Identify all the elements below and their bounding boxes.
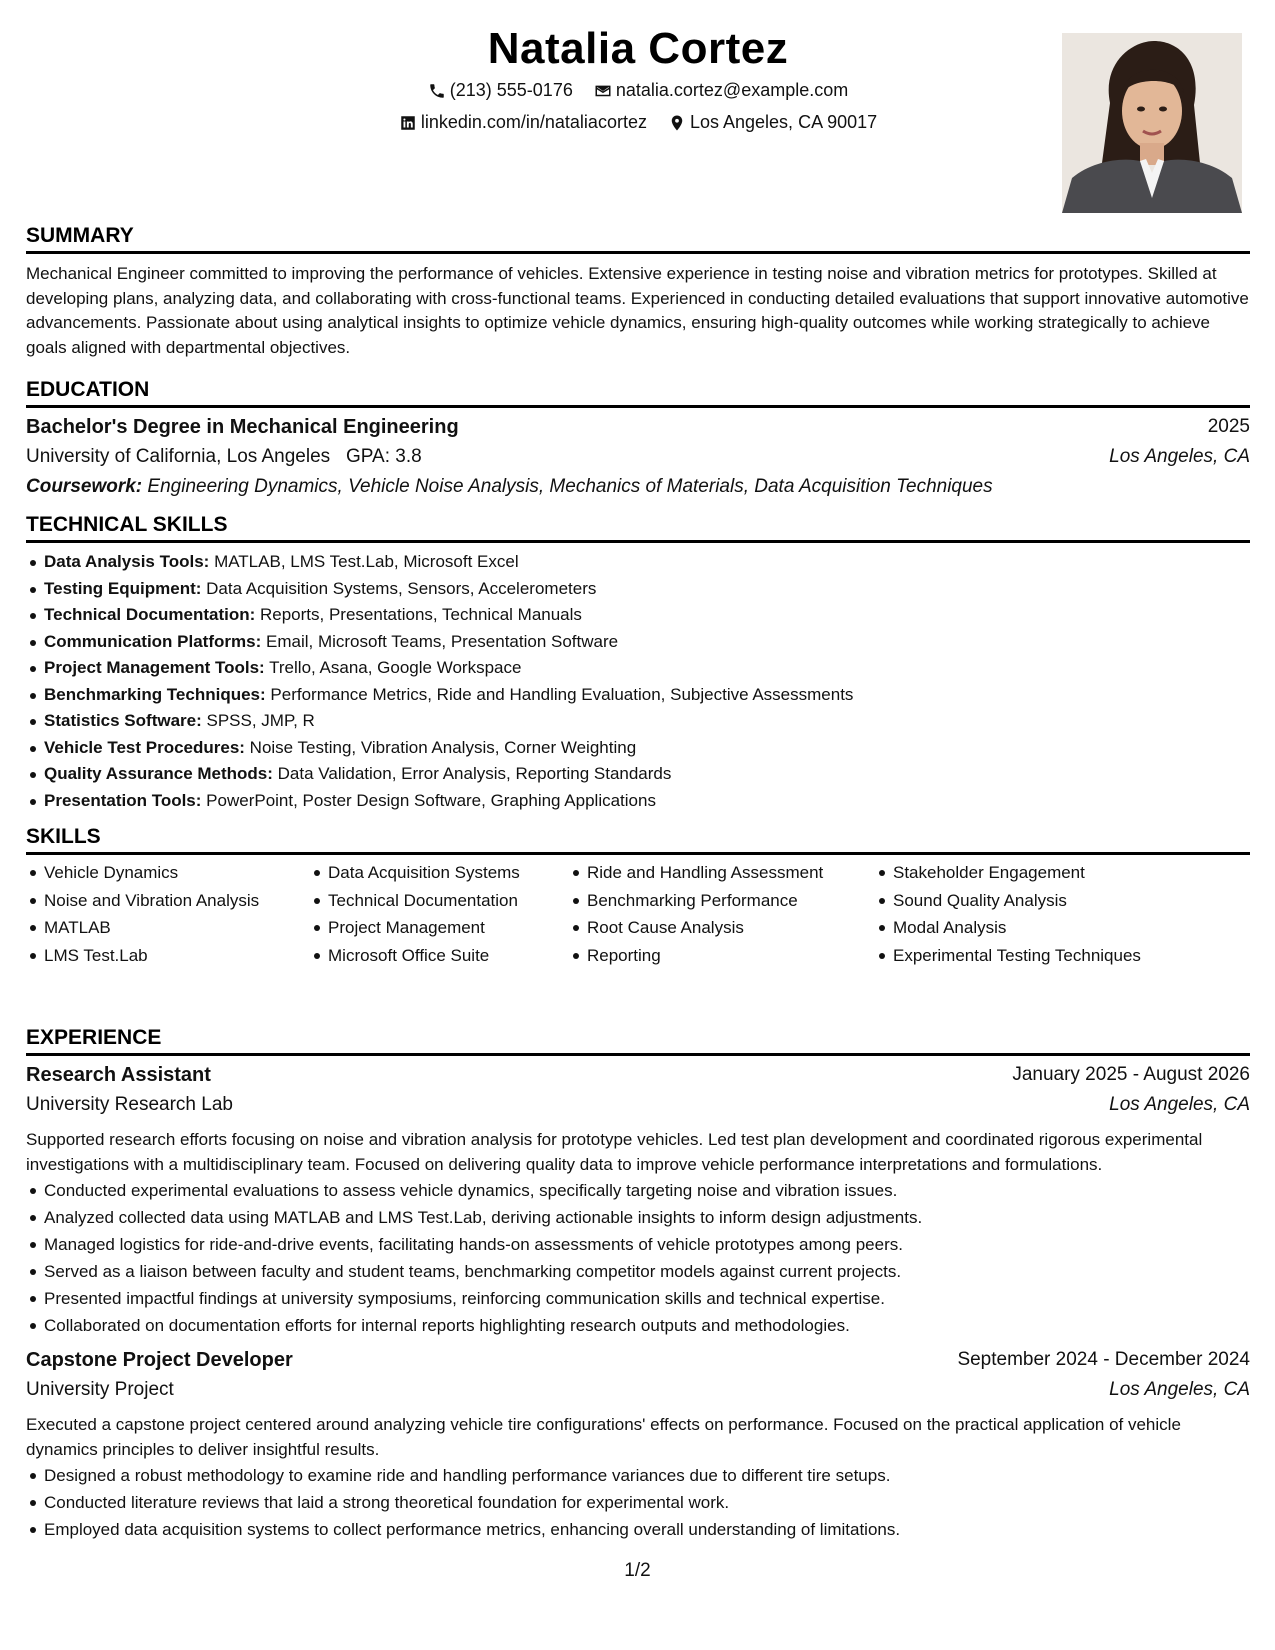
tech-skill-value: Noise Testing, Vibration Analysis, Corner Weighting	[249, 737, 637, 757]
tech-skill-label: Communication Platforms:	[44, 631, 262, 651]
job-org-row	[26, 1379, 1250, 1409]
technical-skills-section	[26, 513, 1250, 814]
skill-item: Data Acquisition Systems	[310, 859, 520, 887]
summary-heading: SUMMARY	[26, 224, 1250, 254]
experience-heading: EXPERIENCE	[26, 1026, 1250, 1056]
job-description: Supported research efforts focusing on noise and vibration analysis for prototype vehicles. Led test plan development and coordinated rigorous experimental investigations with a multidisciplinary team. Focused on delivering quality data to improve vehicle performance interpretations and formulations.	[26, 1130, 1203, 1174]
education-heading: EDUCATION	[26, 378, 1250, 408]
skill-item: LMS Test.Lab	[26, 942, 259, 970]
job-location: Los Angeles, CA	[1109, 1094, 1250, 1115]
skills-section	[26, 825, 1250, 971]
tech-skill-item	[26, 788, 1250, 815]
job-role: Capstone Project Developer	[26, 1349, 293, 1371]
tech-skill-value: SPSS, JMP, R	[206, 711, 315, 730]
tech-skill-item	[26, 708, 1250, 735]
job-bullet: Designed a robust methodology to examine ride and handling performance variances due to different tire setups.	[26, 1462, 1250, 1489]
page-number: 1/2	[624, 1560, 651, 1581]
job-org-row	[26, 1094, 1250, 1124]
resume-page	[26, 0, 1250, 1650]
tech-skill-label: Technical Documentation:	[44, 605, 256, 624]
skills-heading: SKILLS	[26, 825, 1250, 855]
skills-column-3	[569, 859, 823, 969]
profile-photo	[1062, 33, 1242, 213]
tech-skill-value: PowerPoint, Poster Design Software, Graphing Applications	[206, 790, 656, 810]
skill-item: Sound Quality Analysis	[875, 887, 1141, 915]
skills-grid	[26, 859, 1250, 971]
job-location: Los Angeles, CA	[1109, 1379, 1250, 1400]
job-bullet: Presented impactful findings at university symposiums, reinforcing communication skills and technical expertise.	[26, 1285, 1250, 1312]
tech-skill-label: Benchmarking Techniques:	[44, 684, 266, 704]
job-title-row	[26, 1349, 1250, 1379]
skill-item: Reporting	[569, 942, 823, 970]
education-degree-row	[26, 416, 1250, 446]
job-bullet: Served as a liaison between faculty and student teams, benchmarking competitor models against current projects.	[26, 1258, 1250, 1285]
tech-skill-value: Data Acquisition Systems, Sensors, Accelerometers	[206, 578, 597, 598]
envelope-icon	[594, 82, 612, 100]
job-entry	[26, 1064, 1250, 1339]
technical-skills-list	[26, 549, 1250, 814]
tech-skill-item	[26, 655, 1250, 682]
tech-skill-label: Statistics Software:	[44, 711, 202, 730]
job-title-row	[26, 1064, 1250, 1094]
experience-section	[26, 1026, 1250, 1543]
email-text: natalia.cortez@example.com	[615, 80, 849, 100]
tech-skill-label: Project Management Tools:	[44, 658, 265, 677]
tech-skill-item	[26, 735, 1250, 762]
tech-skill-value: Email, Microsoft Teams, Presentation Software	[265, 631, 619, 651]
tech-skill-item	[26, 629, 1250, 656]
linkedin-icon	[399, 114, 417, 132]
tech-skill-value: Performance Metrics, Ride and Handling Evaluation, Subjective Assessments	[270, 684, 854, 704]
phone-text: (213) 555-0176	[449, 80, 573, 100]
skill-item: Ride and Handling Assessment	[569, 859, 823, 887]
school-location: Los Angeles, CA	[1109, 446, 1250, 467]
job-dates: January 2025 - August 2026	[1012, 1064, 1250, 1085]
school-line	[26, 446, 422, 468]
tech-skill-item	[26, 761, 1250, 788]
skill-item: Microsoft Office Suite	[310, 942, 520, 970]
job-bullet: Managed logistics for ride-and-drive events, facilitating hands-on assessments of vehicle prototypes among peers.	[26, 1231, 1250, 1258]
skill-item: Root Cause Analysis	[569, 914, 823, 942]
tech-skill-item	[26, 682, 1250, 709]
skills-column-2	[310, 859, 520, 969]
contact-location	[668, 112, 877, 133]
tech-skill-label: Quality Assurance Methods:	[44, 764, 273, 783]
linkedin-text: linkedin.com/in/nataliacortez	[420, 112, 647, 132]
resume-header	[26, 0, 1250, 220]
job-role: Research Assistant	[26, 1064, 211, 1086]
tech-skill-value: MATLAB, LMS Test.Lab, Microsoft Excel	[214, 552, 519, 571]
candidate-name: Natalia Cortez	[487, 24, 789, 73]
gpa: GPA: 3.8	[346, 446, 422, 467]
coursework-row	[26, 476, 1250, 506]
phone-icon	[428, 82, 446, 100]
skill-item: Technical Documentation	[310, 887, 520, 915]
skill-item: Noise and Vibration Analysis	[26, 887, 259, 915]
school-name: University of California, Los Angeles	[26, 446, 331, 467]
skills-column-4	[875, 859, 1141, 969]
skill-item: Stakeholder Engagement	[875, 859, 1141, 887]
tech-skill-label: Vehicle Test Procedures:	[44, 737, 245, 757]
job-org: University Project	[26, 1379, 174, 1400]
tech-skill-value: Reports, Presentations, Technical Manuals	[260, 605, 582, 624]
contact-phone	[428, 80, 573, 101]
job-dates: September 2024 - December 2024	[957, 1349, 1250, 1370]
skill-item: Project Management	[310, 914, 520, 942]
coursework-line	[26, 476, 993, 498]
skill-item: Vehicle Dynamics	[26, 859, 259, 887]
tech-skill-label: Data Analysis Tools:	[44, 552, 210, 571]
contact-email[interactable]	[594, 80, 848, 101]
skill-item: Modal Analysis	[875, 914, 1141, 942]
coursework-label: Coursework:	[26, 476, 143, 497]
job-description: Executed a capstone project centered around analyzing vehicle tire configurations' effects on performance. Focused on the practical application of vehicle dynamics principles to deliver insightful results.	[26, 1415, 1181, 1459]
skill-item: Benchmarking Performance	[569, 887, 823, 915]
tech-skill-item	[26, 576, 1250, 603]
job-bullet: Employed data acquisition systems to collect performance metrics, enhancing overall understanding of limitations.	[26, 1516, 1250, 1543]
tech-skill-item	[26, 602, 1250, 629]
skill-item: Experimental Testing Techniques	[875, 942, 1141, 970]
job-bullet: Analyzed collected data using MATLAB and LMS Test.Lab, deriving actionable insights to inform design adjustments.	[26, 1204, 1250, 1231]
job-bullet: Conducted literature reviews that laid a strong theoretical foundation for experimental work.	[26, 1489, 1250, 1516]
tech-skill-label: Testing Equipment:	[44, 578, 202, 598]
contact-linkedin[interactable]	[399, 112, 647, 133]
skills-column-1	[26, 859, 259, 969]
degree-year: 2025	[1207, 416, 1250, 437]
job-entry	[26, 1349, 1250, 1543]
tech-skill-value: Trello, Asana, Google Workspace	[269, 658, 522, 677]
tech-skill-value: Data Validation, Error Analysis, Reporting Standards	[277, 764, 672, 783]
education-section	[26, 378, 1250, 506]
job-bullets	[26, 1462, 1250, 1543]
coursework-text: Engineering Dynamics, Vehicle Noise Analysis, Mechanics of Materials, Data Acquisition Techniques	[147, 476, 993, 497]
skill-item: MATLAB	[26, 914, 259, 942]
job-org: University Research Lab	[26, 1094, 233, 1115]
summary-section	[26, 224, 1250, 360]
job-bullet: Conducted experimental evaluations to assess vehicle dynamics, specifically targeting noise and vibration issues.	[26, 1177, 1250, 1204]
degree-name: Bachelor's Degree in Mechanical Engineering	[26, 416, 459, 438]
education-school-row	[26, 446, 1250, 476]
summary-text: Mechanical Engineer committed to improving the performance of vehicles. Extensive experience in testing noise and vibration metrics for prototypes. Skilled at developing plans, analyzing data, and collaborating with cross-functional teams. Experienced in conducting detailed evaluations that support innovative automotive advancements. Passionate about using analytical insights to optimize vehicle dynamics, ensuring high-quality outcomes while working strategically to achieve goals aligned with departmental objectives.	[26, 264, 1249, 357]
job-bullets	[26, 1177, 1250, 1339]
tech-skill-item	[26, 549, 1250, 576]
tech-skill-label: Presentation Tools:	[44, 790, 202, 810]
location-text: Los Angeles, CA 90017	[689, 112, 878, 132]
job-bullet: Collaborated on documentation efforts for internal reports highlighting research outputs and methodologies.	[26, 1312, 1250, 1339]
map-pin-icon	[668, 114, 686, 132]
technical-skills-heading: TECHNICAL SKILLS	[26, 513, 1250, 543]
